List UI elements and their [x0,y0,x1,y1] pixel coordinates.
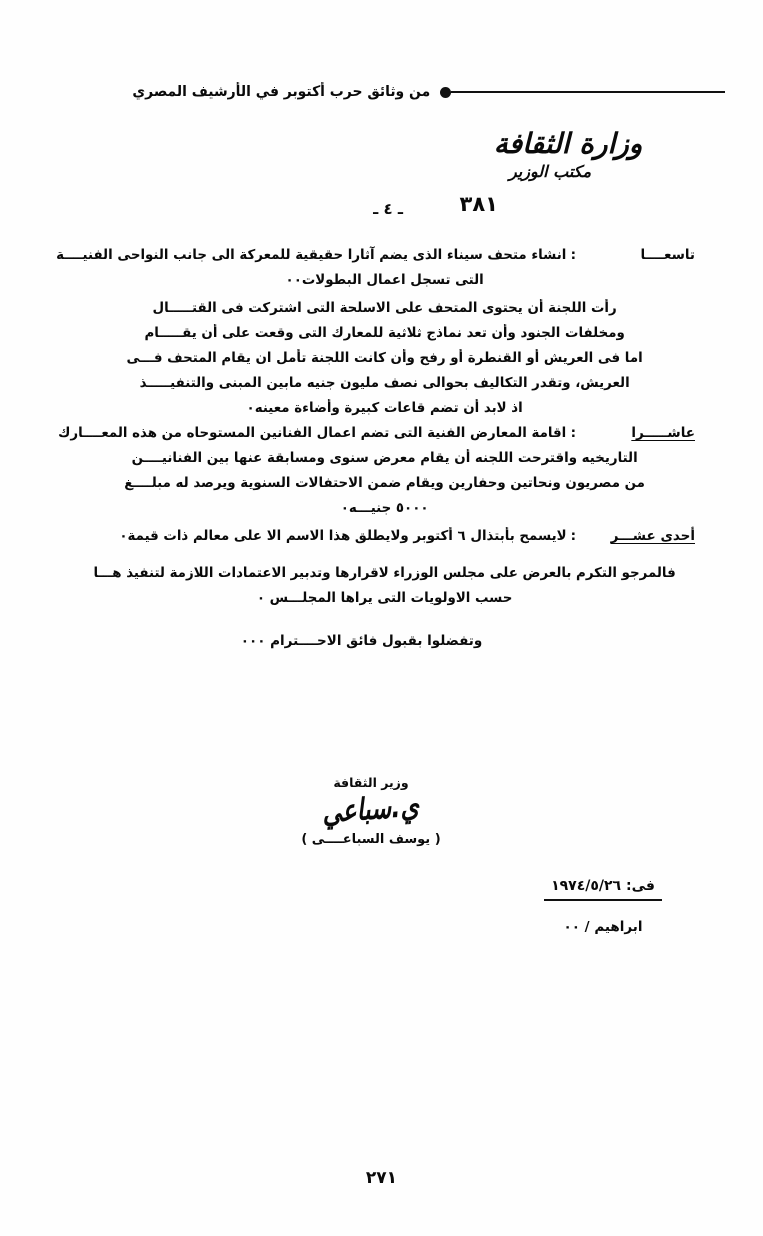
clause-nine-label: تاسعــــا [640,247,695,263]
clause-ten-colon: : [570,425,576,441]
clause-nine-head [56,243,695,268]
paragraph-one-line-5: اذ لابد أن تضم قاعات كبيرة وأضاءة معينه٠ [246,400,523,416]
request-line-2: حسب الاولويات التى يراها المجلـــس ٠ [256,590,513,606]
request-paragraph [68,561,695,611]
paragraph-one-line-3: اما فى العريش أو القنطرة أو رفح وأن كانت اللجنة تأمل ان يقام المتحف فـــى [126,350,643,366]
clause-ten-line-4: ٥٠٠٠ جنيـــه٠ [340,500,429,516]
clause-ten-label: عاشـــــرا [631,425,695,441]
document-number: ٣٨١ [459,192,498,216]
letterhead-office: مكتب الوزير [508,162,592,182]
paragraph-one-line-1: رأت اللجنة أن يحتوى المتحف على الاسلحة التى اشتركت فى القتـــــال [152,300,617,316]
clause-eleven-line-1: لايسمح بأبتذال ٦ أكتوبر ولايطلق هذا الاسم الا على معالم ذات قيمة٠ [119,528,567,544]
clause-ten-line-3: من مصريون ونحاتين وحفارين ويقام ضمن الاحتفالات السنوية ويرصد له مبلــــغ [124,475,645,491]
handwritten-signature: ي.سباعي [321,788,421,831]
document-body [56,243,695,649]
number-row [0,192,763,222]
clause-ten-head [58,421,695,446]
request-line-1: فالمرجو التكرم بالعرض على مجلس الوزراء لاقرارها وتدبير الاعتمادات اللازمة لتنفيذ هـــا [93,565,676,581]
clause-ten-line-1: اقامة المعارض الفنية التى تضم اعمال الفنانين المستوحاه من هذه المعــــارك [58,425,567,441]
closing-salutation: وتفضلوا بقبول فائق الاحــــترام ٠٠٠ [240,633,483,649]
clause-ten [58,421,695,521]
running-head [120,72,728,112]
date-block [513,878,693,935]
clause-eleven [68,524,695,549]
typist-initials: ابراهيم / ٠٠ [563,919,643,935]
clause-ten-line-2: التاريخيه واقترحت اللجنه أن يقام معرض سنوى ومسابقة عنها بين الفنانيــــن [131,450,638,466]
signature-block [241,775,501,847]
clause-nine-line-2: التى تسجل اعمال البطولات٠٠ [285,272,484,288]
document-date: فى: ١٩٧٤/٥/٢٦ [551,878,655,894]
signature-title: وزير الثقافة [333,775,409,790]
clause-eleven-colon: : [570,528,576,544]
paragraph-one-line-2: ومخلفات الجنود وأن تعد نماذج ثلاثية للمعارك التى وقعت على أن يقـــــام [144,325,625,341]
clause-nine [56,243,695,293]
page-marker: ـ ٤ ـ [373,200,403,218]
paragraph-one [68,296,695,421]
paragraph-one-line-4: العريش، وتقدر التكاليف بحوالى نصف مليون جنيه مابين المبنى والتنفيـــــذ [139,375,630,391]
signature-name: ( يوسف السباعــــى ) [301,831,441,847]
clause-nine-line-1: انشاء متحف سيناء الذى يضم آثارا حقيقية للمعركة الى جانب النواحى الفنيــــة [56,247,567,263]
clause-eleven-head [68,524,695,549]
letterhead-ministry: وزارة الثقافة [493,127,643,160]
rule-end-dot-icon [440,87,451,98]
date-underline-rule [544,899,662,901]
letterhead [408,128,728,181]
rule-line [451,91,725,93]
folio-number: ٢٧١ [365,1168,398,1188]
running-head-text: من وثائق حرب أكتوبر في الأرشيف المصري [132,84,431,100]
clause-nine-colon: : [570,247,576,263]
clause-eleven-label: أحدى عشـــر [610,528,695,544]
running-head-rule [440,87,728,98]
